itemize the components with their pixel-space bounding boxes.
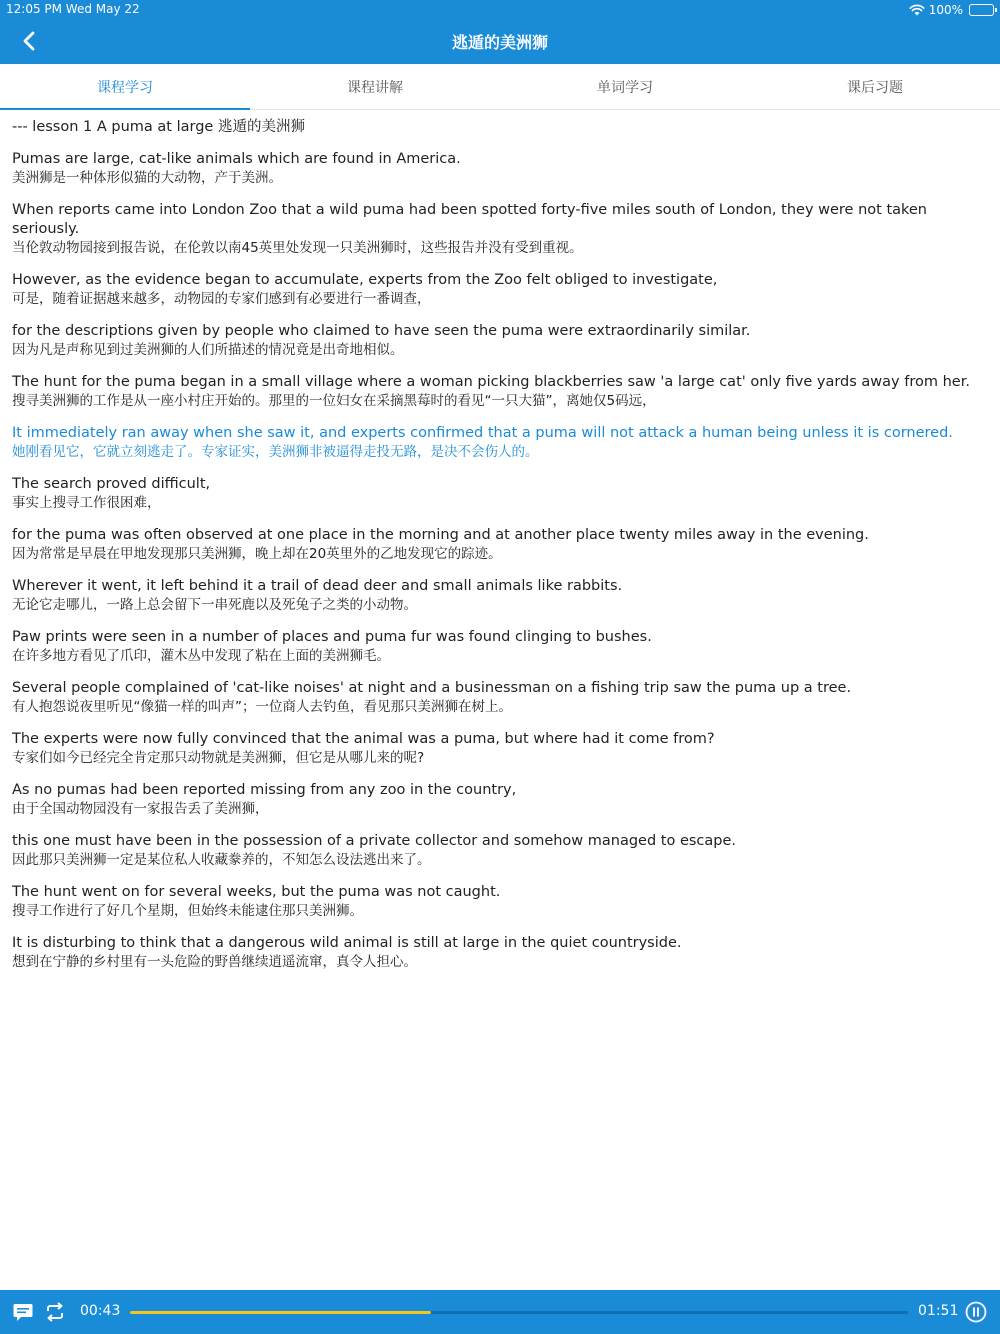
sentence-item-current[interactable]	[12, 424, 988, 462]
total-time: 01:51	[918, 1303, 959, 1319]
lesson-text	[12, 118, 988, 985]
sentence-english: for the puma was often observed at one place in the morning and at another place twenty miles away in the evening.	[12, 527, 869, 543]
sentence-chinese: 因此那只美洲狮一定是某位私人收藏豢养的，不知怎么设法逃出来了。	[12, 852, 431, 868]
repeat-icon[interactable]	[44, 1301, 66, 1323]
pause-circle-icon[interactable]	[965, 1301, 987, 1323]
sentence-chinese: 可是，随着证据越来越多，动物园的专家们感到有必要进行一番调查，	[12, 291, 431, 307]
sentence-chinese: 因为常常是早晨在甲地发现那只美洲狮，晚上却在20英里外的乙地发现它的踪迹。	[12, 546, 502, 562]
sentence-chinese: 她刚看见它，它就立刻逃走了。专家证实，美洲狮非被逼得走投无路，是决不会伤人的。	[12, 444, 539, 460]
battery-percent: 100%	[928, 3, 963, 17]
sentence-english: It is disturbing to think that a dangerous wild animal is still at large in the quiet countryside.	[12, 935, 682, 951]
sentence-item[interactable]	[12, 201, 988, 258]
tab-course-explanation[interactable]	[250, 64, 500, 109]
sentence-chinese: 当伦敦动物园接到报告说，在伦敦以南45英里处发现一只美洲狮时，这些报告并没有受到重视。	[12, 240, 583, 256]
sentence-english: The hunt went on for several weeks, but the puma was not caught.	[12, 884, 501, 900]
tab-label: 课程讲解	[347, 79, 403, 96]
elapsed-time: 00:43	[80, 1303, 121, 1319]
tab-exercises[interactable]	[750, 64, 1000, 109]
wifi-icon	[909, 4, 925, 16]
page-title: 逃遁的美洲狮	[451, 33, 548, 52]
lesson-title: --- lesson 1 A puma at large 逃遁的美洲狮	[12, 119, 305, 135]
sentence-english: When reports came into London Zoo that a wild puma had been spotted forty-five miles south of London, they were not taken seriously.	[12, 202, 928, 237]
sentence-english: for the descriptions given by people who claimed to have seen the puma were extraordinarily similar.	[12, 323, 751, 339]
sentence-english: Several people complained of 'cat-like noises' at night and a businessman on a fishing trip saw the puma up a tree.	[12, 680, 852, 696]
sentence-chinese: 事实上搜寻工作很困难，	[12, 495, 161, 511]
tab-word-study[interactable]	[500, 64, 750, 109]
sentence-chinese: 搜寻工作进行了好几个星期，但始终未能逮住那只美洲狮。	[12, 903, 363, 919]
progress-slider[interactable]	[130, 1311, 908, 1314]
status-indicators	[909, 2, 994, 18]
sentence-english: Pumas are large, cat-like animals which are found in America.	[12, 151, 461, 167]
sentence-english: It immediately ran away when she saw it, and experts confirmed that a puma will not attack a human being unless it is cornered.	[12, 425, 953, 441]
tab-label: 单词学习	[597, 79, 653, 96]
sentence-item[interactable]	[12, 679, 988, 717]
sentence-chinese: 专家们如今已经完全肯定那只动物就是美洲狮，但它是从哪儿来的呢?	[12, 750, 425, 766]
sentence-english: Paw prints were seen in a number of places and puma fur was found clinging to bushes.	[12, 629, 652, 645]
sentence-english: The experts were now fully convinced that the animal was a puma, but where had it come from?	[12, 731, 715, 747]
status-time: 12:05 PM Wed May 22	[6, 2, 140, 16]
sentence-item[interactable]	[12, 150, 988, 188]
sentence-item[interactable]	[12, 577, 988, 615]
sentence-item[interactable]	[12, 526, 988, 564]
progress-fill	[130, 1311, 431, 1314]
tab-label: 课后习题	[847, 79, 903, 96]
sentence-item[interactable]	[12, 322, 988, 360]
sentence-chinese: 因为凡是声称见到过美洲狮的人们所描述的情况竟是出奇地相似。	[12, 342, 404, 358]
sentence-english: However, as the evidence began to accumulate, experts from the Zoo felt obliged to investigate,	[12, 272, 718, 288]
tab-course-study[interactable]	[0, 64, 250, 109]
sentence-chinese: 由于全国动物园没有一家报告丢了美洲狮，	[12, 801, 269, 817]
sentence-english: this one must have been in the possession of a private collector and somehow managed to escape.	[12, 833, 737, 849]
header-bar	[0, 0, 1000, 64]
tab-label: 课程学习	[97, 79, 153, 96]
sentence-chinese: 在许多地方看见了爪印，灌木丛中发现了粘在上面的美洲狮毛。	[12, 648, 390, 664]
chat-bubble-icon[interactable]	[12, 1301, 34, 1323]
sentence-chinese: 有人抱怨说夜里听见“像猫一样的叫声”；一位商人去钓鱼，看见那只美洲狮在树上。	[12, 699, 512, 715]
sentence-item[interactable]	[12, 373, 988, 411]
sentence-english: Wherever it went, it left behind it a trail of dead deer and small animals like rabbits.	[12, 578, 623, 594]
tab-bar	[0, 64, 1000, 110]
audio-player-bar	[0, 1290, 1000, 1334]
sentence-english: The hunt for the puma began in a small village where a woman picking blackberries saw 'a large cat' only five yards away from her.	[12, 374, 970, 390]
sentence-item[interactable]	[12, 271, 988, 309]
sentence-item[interactable]	[12, 883, 988, 921]
sentence-chinese: 想到在宁静的乡村里有一头危险的野兽继续逍遥流窜，真令人担心。	[12, 954, 417, 970]
sentence-english: As no pumas had been reported missing from any zoo in the country,	[12, 782, 517, 798]
sentence-chinese: 美洲狮是一种体形似猫的大动物，产于美洲。	[12, 170, 282, 186]
sentence-item[interactable]	[12, 781, 988, 819]
sentence-english: The search proved difficult,	[12, 476, 211, 492]
sentence-item[interactable]	[12, 934, 988, 972]
sentence-chinese: 无论它走哪儿，一路上总会留下一串死鹿以及死兔子之类的小动物。	[12, 597, 417, 613]
battery-icon	[969, 4, 994, 16]
sentence-item[interactable]	[12, 832, 988, 870]
sentence-item[interactable]	[12, 475, 988, 513]
sentence-chinese: 搜寻美洲狮的工作是从一座小村庄开始的。那里的一位妇女在采摘黑莓时的看见“一只大猫”，离她仅5码远，	[12, 393, 656, 409]
sentence-item[interactable]	[12, 628, 988, 666]
sentence-item[interactable]	[12, 730, 988, 768]
